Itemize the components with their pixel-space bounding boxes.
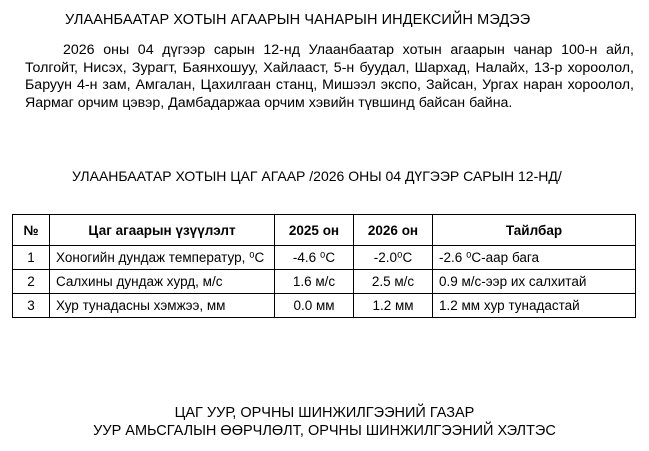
row-value-2026: 1.2 мм — [354, 294, 433, 318]
row-value-2025: 1.6 м/с — [275, 270, 354, 294]
table-row — [13, 294, 636, 318]
header-year-2026: 2026 он — [354, 215, 433, 246]
air-quality-paragraph: 2026 оны 04 дүгээр сарын 12-нд Улаанбаатар хотын агаарын чанар 100-н айл, Толгойт, Нисэх, Зурагт, Баянхошуу, Хайлааст, 5-н буудал, Шархад, Налайх, 13-р хороолол, Баруун 4-н зам, Амгалан, Цахилгаан станц, Мишээл экспо, Зайсан, Ургах наран хороолол, Яармаг орчим цэвэр, Дамбадаржаа орчим хэвийн түвшинд байсан байна. — [25, 42, 634, 111]
header-number: № — [13, 215, 50, 246]
header-indicator: Цаг агаарын үзүүлэлт — [50, 215, 275, 246]
row-number: 1 — [13, 246, 50, 270]
row-number: 3 — [13, 294, 50, 318]
row-note: 1.2 мм хур тунадастай — [433, 294, 636, 318]
footer-department: УУР АМЬСГАЛЫН ӨӨРЧЛӨЛТ, ОРЧНЫ ШИНЖИЛГЭЭНИЙ ХЭЛТЭС — [93, 422, 556, 439]
table-header-row — [13, 215, 636, 246]
weather-table-title: УЛААНБААТАР ХОТЫН ЦАГ АГААР /2026 ОНЫ 04 ДҮГЭЭР САРЫН 12-НД/ — [72, 168, 562, 184]
footer-agency: ЦАГ УУР, ОРЧНЫ ШИНЖИЛГЭЭНИЙ ГАЗАР — [174, 405, 475, 421]
row-indicator: Хоногийн дундаж температур, ⁰С — [50, 246, 275, 270]
row-indicator: Салхины дундаж хурд, м/с — [50, 270, 275, 294]
header-year-2025: 2025 он — [275, 215, 354, 246]
report-title: УЛААНБААТАР ХОТЫН АГААРЫН ЧАНАРЫН ИНДЕКСИЙН МЭДЭЭ — [65, 12, 531, 28]
footer — [0, 405, 649, 440]
row-indicator: Хур тунадасны хэмжээ, мм — [50, 294, 275, 318]
table-row — [13, 246, 636, 270]
row-value-2025: -4.6 ⁰С — [275, 246, 354, 270]
table-row — [13, 270, 636, 294]
row-value-2026: -2.0⁰С — [354, 246, 433, 270]
row-value-2025: 0.0 мм — [275, 294, 354, 318]
header-note: Тайлбар — [433, 215, 636, 246]
row-value-2026: 2.5 м/с — [354, 270, 433, 294]
row-note: -2.6 ⁰С-аар бага — [433, 246, 636, 270]
row-number: 2 — [13, 270, 50, 294]
weather-table — [12, 214, 636, 318]
row-note: 0.9 м/с-ээр их салхитай — [433, 270, 636, 294]
